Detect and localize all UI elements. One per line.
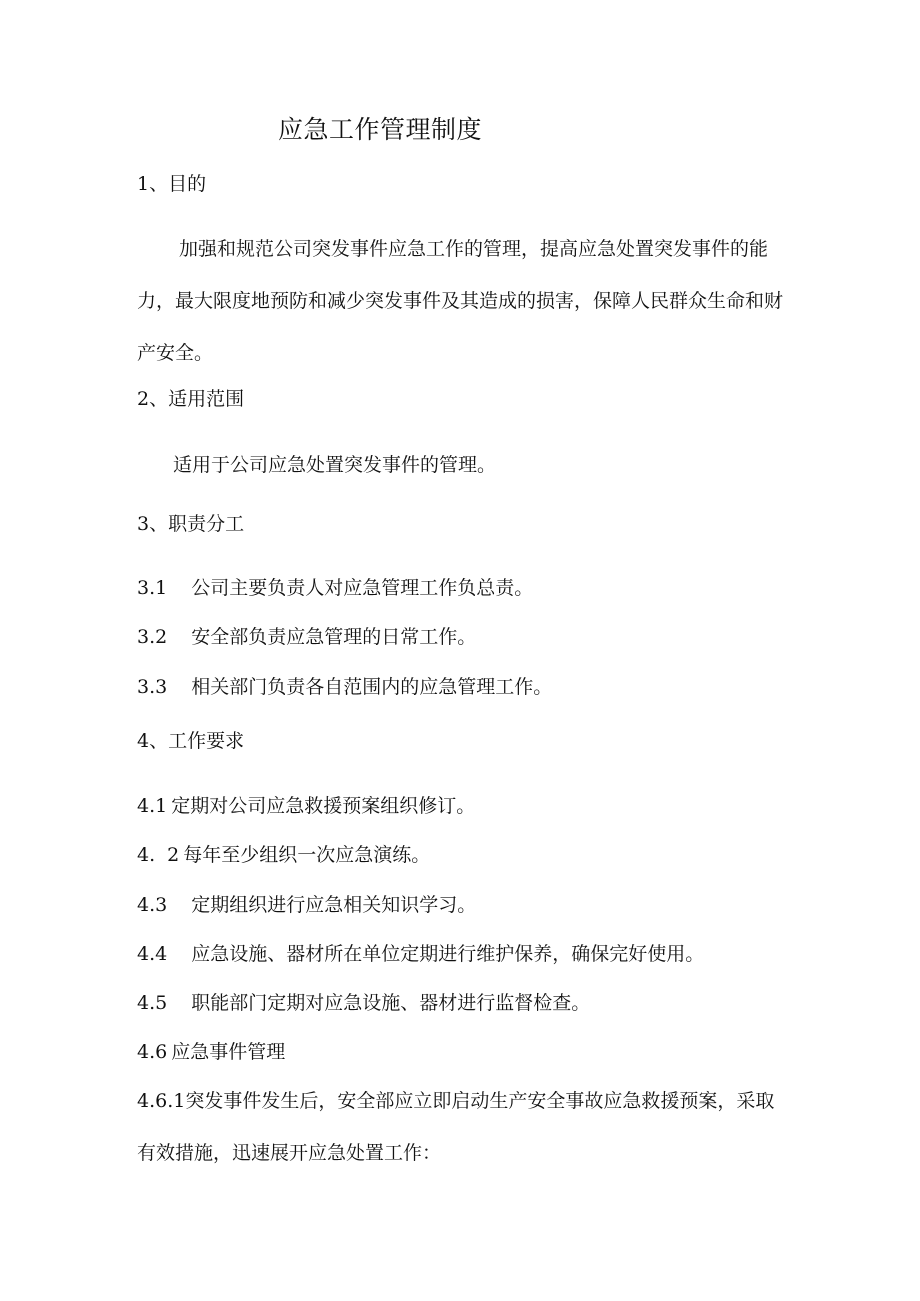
list-item (137, 575, 533, 601)
item-text: 公司主要负责人对应急管理工作负总责。 (191, 577, 534, 599)
item-number: 3.1 (137, 577, 168, 599)
item-text: 应急事件管理 (171, 1041, 286, 1063)
item-number: 3.3 (137, 676, 168, 698)
purpose-text: 加强和规范公司突发事件应急工作的管理，提高应急处置突发事件的能力，最大限度地预防和减少突发事件及其造成的损害，保障人民群众生命和财产安全。 (137, 238, 784, 364)
section-heading-responsibilities: 3、职责分工 (137, 513, 245, 535)
item-text: 职能部门定期对应急设施、器材进行监督检查。 (191, 992, 591, 1014)
item-number: 4.6 (137, 1041, 168, 1063)
item-text: 定期对公司应急救援预案组织修订。 (171, 795, 476, 817)
section-heading-requirements: 4、工作要求 (137, 730, 245, 752)
item-number: 4.6.1 (137, 1090, 186, 1112)
list-item (137, 892, 476, 918)
section-body-purpose (137, 223, 787, 379)
item-number: 4. (137, 844, 156, 866)
item-text: 应急设施、器材所在单位定期进行维护保养，确保完好使用。 (191, 943, 705, 965)
item-number: 4.1 (137, 795, 168, 817)
item-text: 相关部门负责各自范围内的应急管理工作。 (191, 676, 553, 698)
list-item (137, 793, 475, 819)
section-body-scope: 适用于公司应急处置突发事件的管理。 (173, 454, 497, 476)
sub-item-paragraph (137, 1075, 787, 1179)
list-item (137, 1039, 285, 1065)
item-number: 3.2 (137, 626, 168, 648)
list-item (137, 674, 552, 700)
item-text: 定期组织进行应急相关知识学习。 (191, 894, 477, 916)
item-text: 突发事件发生后，安全部应立即启动生产安全事故应急救援预案，采取有效措施，迅速展开应急处置工作： (137, 1090, 775, 1164)
item-number: 4.5 (137, 992, 168, 1014)
list-item (137, 990, 590, 1016)
list-item (137, 842, 430, 868)
item-number: 4.3 (137, 894, 168, 916)
item-text: 安全部负责应急管理的日常工作。 (191, 626, 477, 648)
section-heading-purpose: 1、目的 (137, 173, 207, 195)
list-item (137, 941, 704, 967)
item-number-part: 2 (167, 844, 180, 866)
list-item (137, 624, 476, 650)
document-title: 应急工作管理制度 (278, 115, 483, 144)
item-text: 每年至少组织一次应急演练。 (183, 844, 431, 866)
item-number: 4.4 (137, 943, 168, 965)
section-heading-scope: 2、适用范围 (137, 388, 245, 410)
